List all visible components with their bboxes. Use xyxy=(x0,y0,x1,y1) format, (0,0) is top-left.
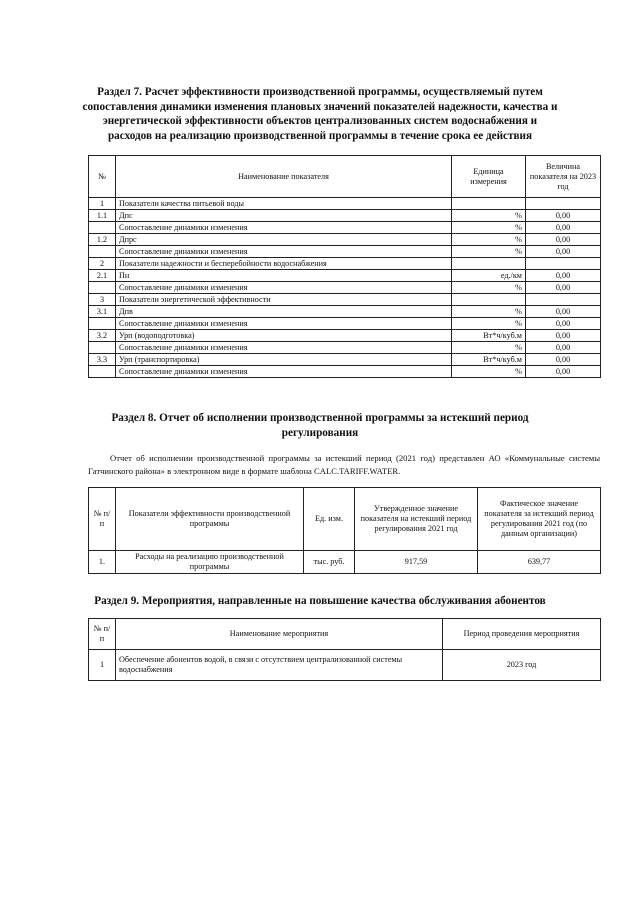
row-num: 2 xyxy=(89,258,116,270)
row-unit xyxy=(452,294,526,306)
row-value: 0,00 xyxy=(526,306,601,318)
row-value xyxy=(526,198,601,210)
table-row xyxy=(89,318,601,330)
row-name: Сопоставление динамики изменения xyxy=(116,342,452,354)
row-actual: 639,77 xyxy=(478,551,601,574)
row-num xyxy=(89,342,116,354)
table-group-row xyxy=(89,258,601,270)
row-value: 0,00 xyxy=(526,318,601,330)
row-value xyxy=(526,258,601,270)
row-value: 0,00 xyxy=(526,270,601,282)
table-row xyxy=(89,330,601,342)
header-measure: Наименование мероприятия xyxy=(116,619,443,650)
table-row xyxy=(89,234,601,246)
row-name: Пн xyxy=(116,270,452,282)
header-value: Величина показателя на 2023 год xyxy=(526,156,601,198)
measures-table xyxy=(88,618,601,681)
row-unit: Вт*ч/куб.м xyxy=(452,354,526,366)
row-name: Сопоставление динамики изменения xyxy=(116,366,452,378)
row-approved: 917,59 xyxy=(355,551,478,574)
row-value: 0,00 xyxy=(526,246,601,258)
table-row xyxy=(89,282,601,294)
row-unit: % xyxy=(452,342,526,354)
row-num xyxy=(89,246,116,258)
row-num: 1.2 xyxy=(89,234,116,246)
header-num: № xyxy=(89,156,116,198)
row-num xyxy=(89,318,116,330)
row-num: 1 xyxy=(89,650,116,681)
row-value: 0,00 xyxy=(526,222,601,234)
row-unit: % xyxy=(452,222,526,234)
row-unit: % xyxy=(452,246,526,258)
efficiency-table-body xyxy=(89,198,601,378)
table-row xyxy=(89,246,601,258)
row-num: 1 xyxy=(89,198,116,210)
table-row xyxy=(89,342,601,354)
table-row xyxy=(89,210,601,222)
header-num: № п/п xyxy=(89,488,116,551)
row-unit: % xyxy=(452,306,526,318)
table-row xyxy=(89,354,601,366)
row-unit: % xyxy=(452,366,526,378)
row-value: 0,00 xyxy=(526,342,601,354)
row-value: 0,00 xyxy=(526,234,601,246)
table-header-row xyxy=(89,488,601,551)
row-name: Урп (водоподготовка) xyxy=(116,330,452,342)
section9-title: Раздел 9. Мероприятия, направленные на повышение качества обслуживания абонентов xyxy=(94,595,546,607)
table-row xyxy=(89,551,601,574)
row-name: Расходы на реализацию производственной программы xyxy=(116,551,304,574)
row-value: 0,00 xyxy=(526,354,601,366)
row-unit xyxy=(452,258,526,270)
table-group-row xyxy=(89,294,601,306)
section8-intro: Отчет об исполнении производственной программы за истекший период (2021 год) представлен АО «Коммунальные системы Гатчинского района» в электронном виде в формате шаблона CALC.TARIFF.WATER. xyxy=(88,453,600,476)
row-num: 1. xyxy=(89,551,116,574)
row-name: Урп (транспортировка) xyxy=(116,354,452,366)
table-row xyxy=(89,306,601,318)
row-name: Показатели качества питьевой воды xyxy=(116,198,452,210)
row-num: 3.2 xyxy=(89,330,116,342)
row-name: Сопоставление динамики изменения xyxy=(116,246,452,258)
row-unit: % xyxy=(452,318,526,330)
row-unit: % xyxy=(452,234,526,246)
table-header-row xyxy=(89,156,601,198)
table-header-row xyxy=(89,619,601,650)
header-num: № п/п xyxy=(89,619,116,650)
table-row xyxy=(89,270,601,282)
row-value: 0,00 xyxy=(526,330,601,342)
row-value xyxy=(526,294,601,306)
row-unit: Вт*ч/куб.м xyxy=(452,330,526,342)
row-num xyxy=(89,222,116,234)
row-name: Дпв xyxy=(116,306,452,318)
row-num: 3.1 xyxy=(89,306,116,318)
row-num xyxy=(89,366,116,378)
section8-title: Раздел 8. Отчет об исполнении производственной программы за истекший период регулирования xyxy=(111,412,529,439)
header-period: Период проведения мероприятия xyxy=(443,619,601,650)
row-measure: Обеспечение абонентов водой, в связи с отсутствием централизованной системы водоснабжения xyxy=(116,650,443,681)
row-name: Дпрс xyxy=(116,234,452,246)
row-value: 0,00 xyxy=(526,366,601,378)
table-row xyxy=(89,222,601,234)
row-name: Сопоставление динамики изменения xyxy=(116,282,452,294)
section7-title: Раздел 7. Расчет эффективности производственной программы, осуществляемый путем сопоставления динамики изменения плановых значений показателей надежности, качества и энергетической эффективности объектов централизованных систем водоснабжения и расходов на реализацию производственной программы в течение срока ее действия xyxy=(82,86,558,142)
table-row xyxy=(89,650,601,681)
row-value: 0,00 xyxy=(526,210,601,222)
row-num: 3.3 xyxy=(89,354,116,366)
row-name: Сопоставление динамики изменения xyxy=(116,222,452,234)
row-unit: ед./км xyxy=(452,270,526,282)
row-unit: тыс. руб. xyxy=(304,551,355,574)
row-period: 2023 год xyxy=(443,650,601,681)
header-indicator: Показатели эффективности производственной программы xyxy=(116,488,304,551)
row-num: 3 xyxy=(89,294,116,306)
header-unit: Ед. изм. xyxy=(304,488,355,551)
header-name: Наименование показателя xyxy=(116,156,452,198)
report-table xyxy=(88,487,601,574)
row-name: Дпс xyxy=(116,210,452,222)
row-unit: % xyxy=(452,282,526,294)
table-row xyxy=(89,366,601,378)
header-actual: Фактическое значение показателя за истекший период регулирования 2021 год (по данным организации) xyxy=(478,488,601,551)
row-unit: % xyxy=(452,210,526,222)
header-approved: Утвержденное значение показателя на истекший период регулирования 2021 год xyxy=(355,488,478,551)
row-value: 0,00 xyxy=(526,282,601,294)
row-name: Показатели надежности и бесперебойности водоснабжения xyxy=(116,258,452,270)
row-num xyxy=(89,282,116,294)
row-num: 2.1 xyxy=(89,270,116,282)
row-num: 1.1 xyxy=(89,210,116,222)
header-unit: Единица измерения xyxy=(452,156,526,198)
row-unit xyxy=(452,198,526,210)
efficiency-table xyxy=(88,155,601,378)
row-name: Сопоставление динамики изменения xyxy=(116,318,452,330)
table-group-row xyxy=(89,198,601,210)
row-name: Показатели энергетической эффективности xyxy=(116,294,452,306)
